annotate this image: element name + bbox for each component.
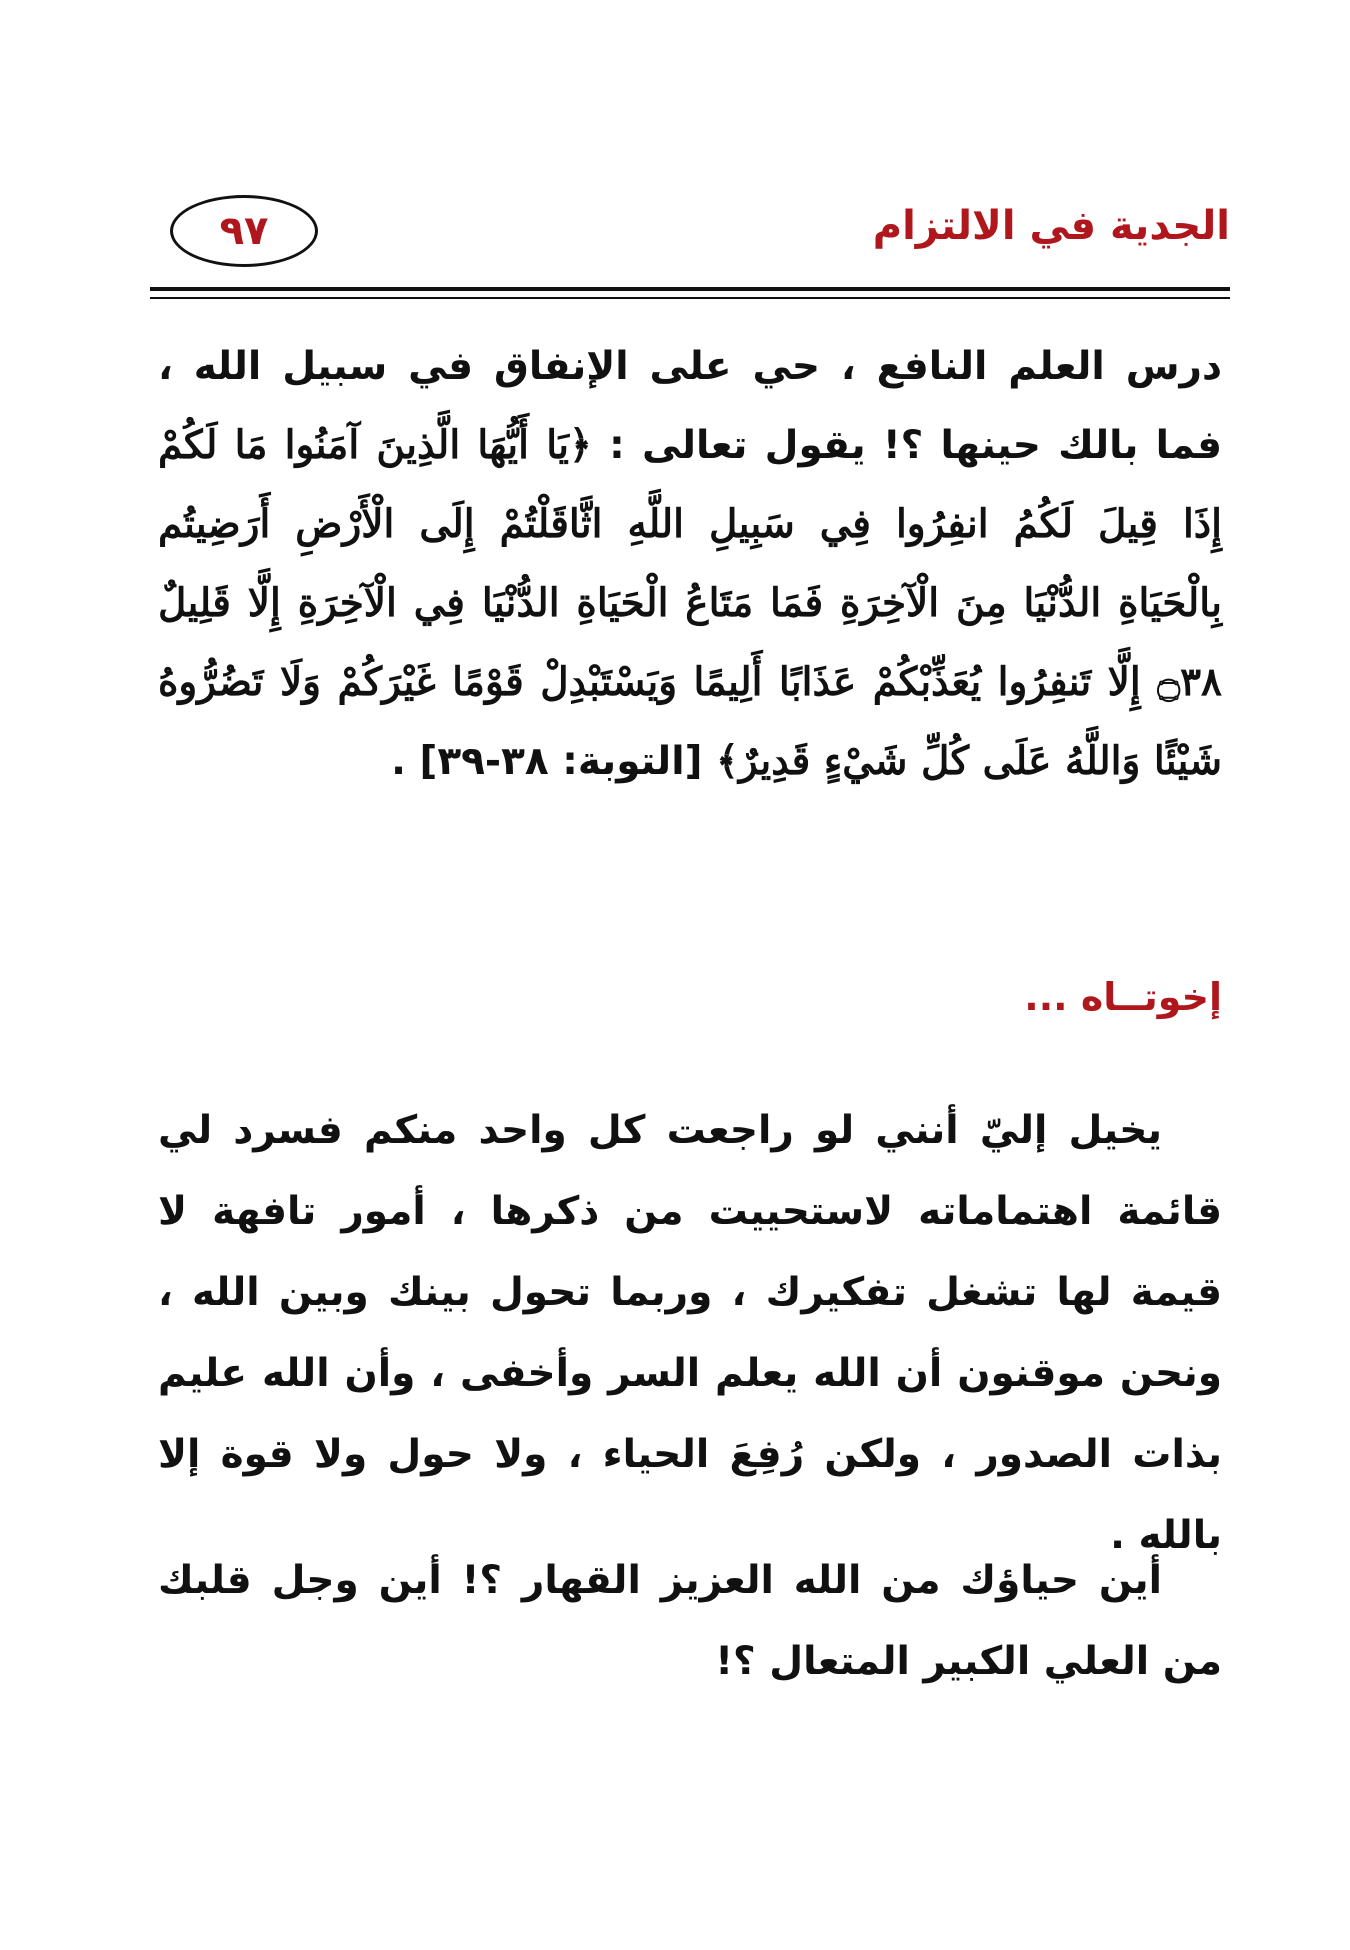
paragraph-closing: أين حياؤك من الله العزيز القهار ؟! أين وجل قلبك من العلي الكبير المتعال ؟!: [158, 1558, 1222, 1684]
section-heading: إخوتــاه ...: [1024, 975, 1222, 1019]
paragraph-quran-passage: [158, 328, 1222, 801]
page-number: ٩٧: [170, 195, 318, 267]
quran-verse: ﴿يَا أَيُّهَا الَّذِينَ آمَنُوا مَا لَكُمْ إِذَا قِيلَ لَكُمُ انفِرُوا فِي سَبِيلِ اللَّهِ اثَّاقَلْتُمْ إِلَى الْأَرْضِ أَرَضِيتُم بِالْحَيَاةِ الدُّنْيَا مِنَ الْآخِرَةِ فَمَا مَتَاعُ الْحَيَاةِ الدُّنْيَا فِي الْآخِرَةِ إِلَّا قَلِيلٌ ۝٣٨ إِلَّا تَنفِرُوا يُعَذِّبْكُمْ عَذَابًا أَلِيمًا وَيَسْتَبْدِلْ قَوْمًا غَيْرَكُمْ وَلَا تَضُرُّوهُ شَيْئًا وَاللَّهُ عَلَى كُلِّ شَيْءٍ قَدِيرٌ﴾: [158, 422, 1222, 784]
header-rule-secondary: [150, 297, 1230, 299]
verse-citation: [التوبة: ٣٨-٣٩] .: [391, 739, 716, 784]
header-rule: [150, 287, 1230, 291]
running-title: الجدية في الالتزام: [872, 203, 1230, 249]
page-header: [150, 195, 1230, 275]
paragraph-body: يخيل إليّ أنني لو راجعت كل واحد منكم فسرد لي قائمة اهتماماته لاستحييت من ذكرها ، أمور تافهة لا قيمة لها تشغل تفكيرك ، وربما تحول بينك وبين الله ، ونحن موقنون أن الله يعلم السر وأخفى ، وأن الله عليم بذات الصدور ، ولكن رُفِعَ الحياء ، ولا حول ولا قوة إلا بالله .: [158, 1108, 1222, 1558]
paragraph-intro: درس العلم النافع ، حي على الإنفاق في سبيل الله ، فما بالك حينها ؟! يقول تعالى :: [158, 344, 1222, 468]
